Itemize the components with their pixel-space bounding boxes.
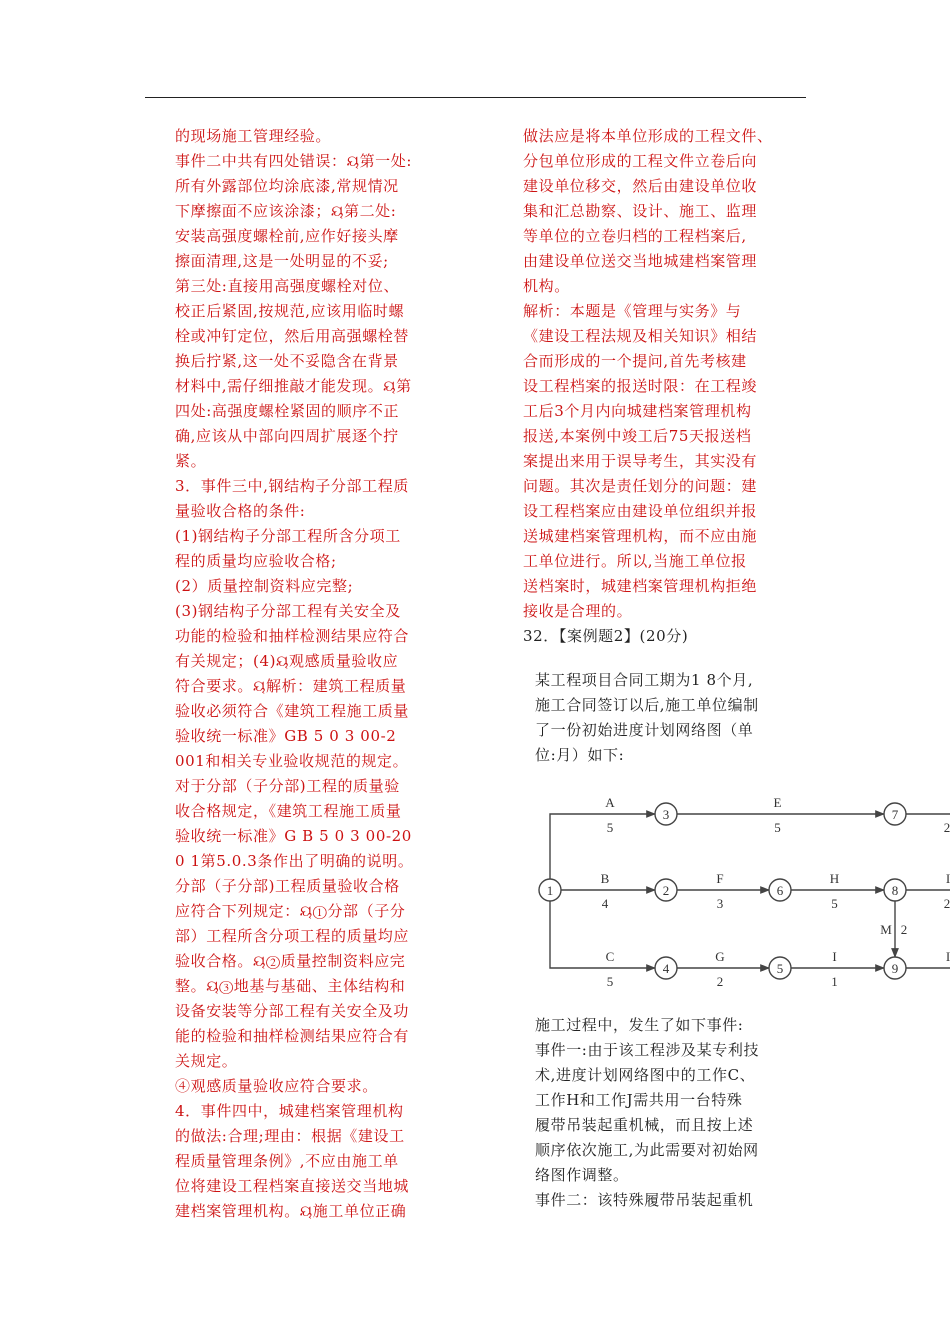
text-line: (2）质量控制资料应完整; xyxy=(175,577,354,595)
text-line: 4．事件四中，城建档案管理机构 xyxy=(175,1102,404,1120)
text-line: 下摩擦面不应该涂漆；ୟ第二处: xyxy=(175,202,397,220)
activity-name: B xyxy=(600,871,610,886)
text-line: 事件二中共有四处错误：ୟ第一处: xyxy=(175,152,413,170)
text-line: 确,应该从中部向四周扩展逐个拧 xyxy=(175,427,399,445)
activity-duration: 5 xyxy=(606,820,614,835)
text-line: 位将建设工程档案直接送交当地城 xyxy=(175,1177,410,1195)
activity-duration: 2 xyxy=(900,922,908,937)
activity-duration: 2 xyxy=(716,974,724,989)
node-label: 5 xyxy=(776,961,784,976)
text-line: 分部（子分部)工程质量验收合格 xyxy=(175,877,400,895)
text-line: 所有外露部位均涂底漆,常规情况 xyxy=(175,177,399,195)
text-line: 等单位的立卷归档的工程档案后, xyxy=(523,227,747,245)
node-label: 6 xyxy=(776,883,784,898)
text-line: 工单位进行。所以,当施工单位报 xyxy=(523,552,747,570)
text-line: 顺序依次施工,为此需要对初始网 xyxy=(535,1141,759,1159)
text-line: 事件一:由于该工程涉及某专利技 xyxy=(535,1041,760,1059)
text-line: 施工过程中，发生了如下事件: xyxy=(535,1016,744,1034)
activity-name: F xyxy=(716,871,724,886)
node-label: 4 xyxy=(662,961,670,976)
text-line: 集和汇总勘察、设计、施工、监理 xyxy=(523,202,758,220)
text-line: 验收合格。ୟ②质量控制资料应完 xyxy=(175,952,406,970)
text-line: 校正后紧固,按规范,应该用临时螺 xyxy=(175,302,405,320)
text-line: 了一份初始进度计划网络图（单 xyxy=(535,721,754,739)
question-heading: 32．【案例题2】(20分) xyxy=(523,627,689,645)
text-line: 换后拧紧,这一处不妥隐含在背景 xyxy=(175,352,399,370)
text-line: 对于分部（子分部)工程的质量验 xyxy=(175,777,400,795)
node-label: 7 xyxy=(891,807,899,822)
text-line: 符合要求。ୟ解析：建筑工程质量 xyxy=(175,677,407,695)
activity-duration: 5 xyxy=(606,974,614,989)
text-line: 量验收合格的条件: xyxy=(175,502,306,520)
text-line: 工作H和工作J需共用一台特殊 xyxy=(535,1091,743,1109)
text-line: 的做法:合理;理由：根据《建设工 xyxy=(175,1127,405,1145)
text-line: 机构。 xyxy=(523,277,570,295)
activity-duration: 2 xyxy=(943,896,950,911)
activity-name: A xyxy=(605,795,615,810)
text-line: 收合格规定，《建筑工程施工质量 xyxy=(175,802,402,820)
text-line: 栓或冲钉定位，然后用高强螺栓替 xyxy=(175,327,410,345)
case-intro xyxy=(535,668,815,768)
text-line: 《建设工程法规及相关知识》相结 xyxy=(523,327,758,345)
text-line: (3)钢结构子分部工程有关安全及 xyxy=(175,602,401,620)
text-line: 送城建档案管理机构，而不应由施 xyxy=(523,527,758,545)
text-line: 事件二：该特殊履带吊装起重机 xyxy=(535,1191,754,1209)
text-line: 安装高强度螺栓前,应作好接头摩 xyxy=(175,227,399,245)
activity-duration: 1 xyxy=(831,974,838,989)
text-line: 某工程项目合同工期为1 8个月, xyxy=(535,671,754,689)
text-line: 术,进度计划网络图中的工作C、 xyxy=(535,1066,756,1084)
text-line: 紧。 xyxy=(175,452,207,470)
text-line: 验收统一标准》G B 5 0 3 00-20 xyxy=(175,827,412,845)
text-line: 施工合同签订以后,施工单位编制 xyxy=(535,696,759,714)
text-line: 由建设单位送交当地城建档案管理 xyxy=(523,252,758,270)
text-line: 能的检验和抽样检测结果应符合有 xyxy=(175,1027,410,1045)
text-line: 材料中,需仔细推敲才能发现。ୟ第 xyxy=(175,377,412,395)
text-line: 程的质量均应验收合格; xyxy=(175,552,337,570)
text-line: 送档案时，城建档案管理机构拒绝 xyxy=(523,577,758,595)
activity-name: M xyxy=(880,922,892,937)
network-diagram xyxy=(535,780,950,990)
right-column-answer xyxy=(523,124,823,649)
text-line: 001和相关专业验收规范的规定。 xyxy=(175,752,409,770)
node-label: 3 xyxy=(662,807,670,822)
left-column xyxy=(175,124,475,1224)
text-line: 问题。其次是责任划分的问题：建 xyxy=(523,477,758,495)
text-line: 设工程档案的报送时限：在工程竣 xyxy=(523,377,758,395)
activity-name: C xyxy=(605,949,615,964)
activity-name: H xyxy=(829,871,840,886)
text-line: 3．事件三中,钢结构子分部工程质 xyxy=(175,477,409,495)
text-line: 解析：本题是《管理与实务》与 xyxy=(523,302,742,320)
text-line: 验收统一标准》GB 5 0 3 00-2 xyxy=(175,727,397,745)
activity-duration: 3 xyxy=(716,896,724,911)
node-label: 9 xyxy=(891,961,899,976)
text-line: 报送,本案例中竣工后75天报送档 xyxy=(523,427,752,445)
text-line: 应符合下列规定：ୟ①分部（子分 xyxy=(175,902,406,920)
text-line: 建档案管理机构。ୟ施工单位正确 xyxy=(175,1202,407,1220)
text-line: 的现场施工管理经验。 xyxy=(175,127,332,145)
activity-name: E xyxy=(773,795,782,810)
text-line: 建设单位移交，然后由建设单位收 xyxy=(523,177,758,195)
text-line: ④观感质量验收应符合要求。 xyxy=(175,1077,378,1095)
events-text xyxy=(535,1013,815,1213)
text-line: (1)钢结构子分部工程所含分项工 xyxy=(175,527,401,545)
header-rule xyxy=(145,97,806,98)
text-line: 工后3个月内向城建档案管理机构 xyxy=(523,402,752,420)
node-label: 2 xyxy=(662,883,670,898)
text-line: 擦面清理,这是一处明显的不妥; xyxy=(175,252,389,270)
activity-duration: 2 xyxy=(943,820,950,835)
text-line: 络图作调整。 xyxy=(535,1166,629,1184)
activity-name: I xyxy=(945,871,950,886)
text-line: 履带吊装起重机械，而且按上述 xyxy=(535,1116,754,1134)
activity-arrow xyxy=(550,814,655,879)
activity-duration: 5 xyxy=(831,896,838,911)
activity-name: G xyxy=(715,949,725,964)
text-line: 第三处:直接用高强度螺栓对位、 xyxy=(175,277,400,295)
text-line: 做法应是将本单位形成的工程文件、 xyxy=(523,127,773,145)
text-line: 程质量管理条例》,不应由施工单 xyxy=(175,1152,399,1170)
text-line: 关规定。 xyxy=(175,1052,238,1070)
activity-name: I xyxy=(832,949,837,964)
node-label: 1 xyxy=(546,883,554,898)
text-line: 位:月）如下: xyxy=(535,746,625,764)
text-line: 接收是合理的。 xyxy=(523,602,633,620)
activity-arrow xyxy=(550,901,655,968)
text-line: 设工程档案应由建设单位组织并报 xyxy=(523,502,758,520)
text-line: 部）工程所含分项工程的质量均应 xyxy=(175,927,410,945)
text-line: 四处:高强度螺栓紧固的顺序不正 xyxy=(175,402,400,420)
text-line: 设备安装等分部工程有关安全及功 xyxy=(175,1002,410,1020)
text-line: 验收必须符合《建筑工程施工质量 xyxy=(175,702,410,720)
text-line: 0 1第5.0.3条作出了明确的说明。 xyxy=(175,852,414,870)
text-line: 合而形成的一个提问,首先考核建 xyxy=(523,352,747,370)
text-line: 整。ୟ③地基与基础、主体结构和 xyxy=(175,977,406,995)
activity-duration: 5 xyxy=(774,820,781,835)
text-line: 分包单位形成的工程文件立卷后向 xyxy=(523,152,758,170)
activity-name: I xyxy=(945,949,950,964)
node-label: 8 xyxy=(891,883,899,898)
text-line: 功能的检验和抽样检测结果应符合 xyxy=(175,627,410,645)
activity-duration: 4 xyxy=(601,896,609,911)
text-line: 案提出来用于误导考生，其实没有 xyxy=(523,452,758,470)
text-line: 有关规定；(4)ୟ观感质量验收应 xyxy=(175,652,399,670)
